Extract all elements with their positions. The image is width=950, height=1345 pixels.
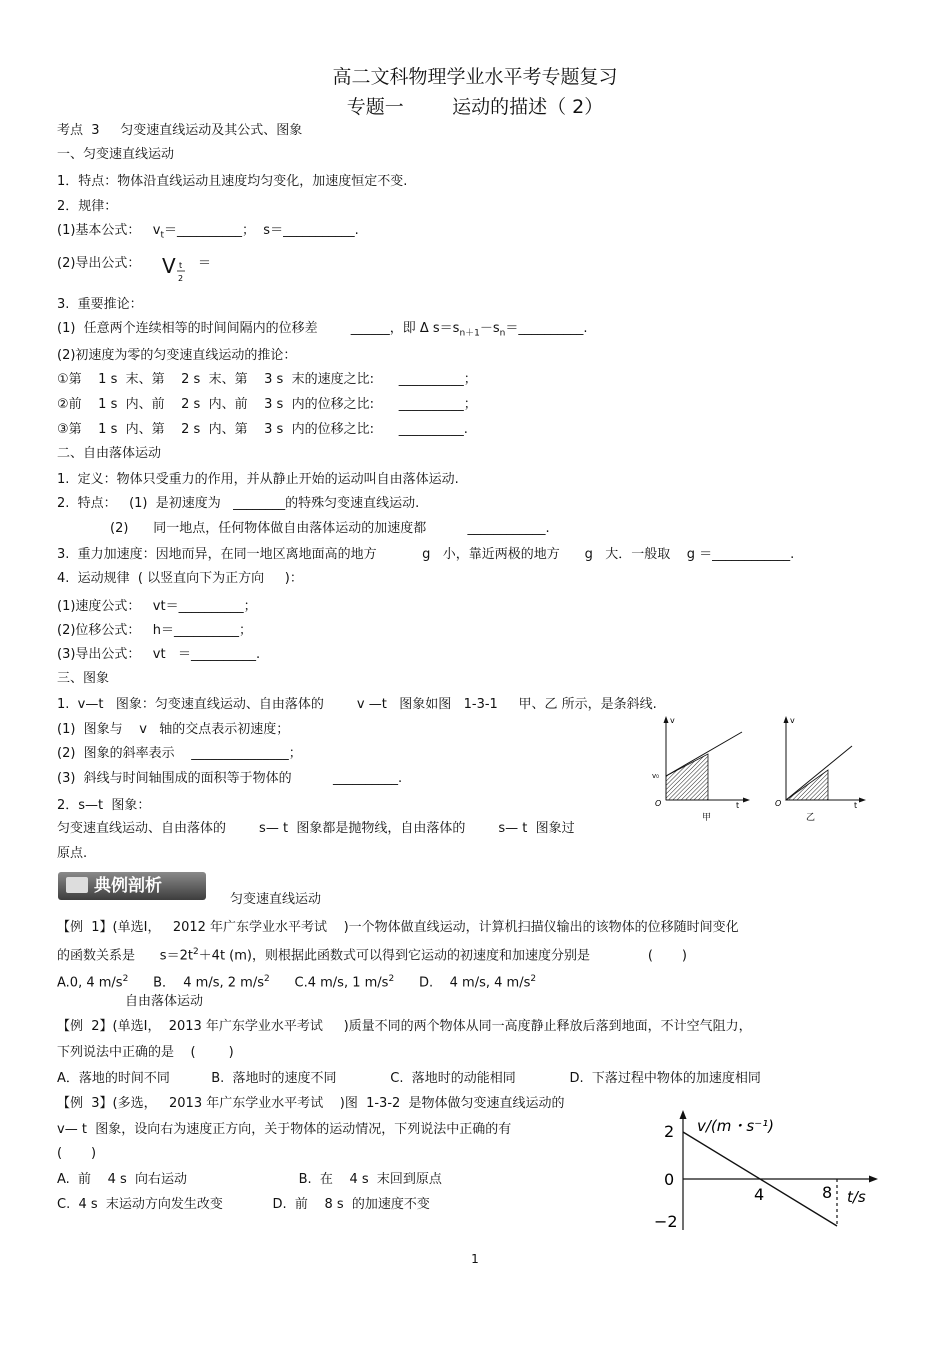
- text-line: 2．规律：: [57, 199, 118, 214]
- text-line: (2) 图象的斜率表示 _______________；: [57, 746, 302, 761]
- text-line: (3)导出公式： vt ＝__________.: [57, 647, 261, 662]
- y-tick-0: 0: [664, 1170, 675, 1189]
- example-1-options: A.0, 4 $m/s^2$ B． 4 m/s, 2 $m/s^2$ C.4 m/s, 1 $m/s^2$ D. 4 m/s, 4 $m/s^2$: [57, 974, 537, 991]
- example-analysis-badge: 典例剖析: [58, 872, 206, 900]
- y-tick-2: 2: [664, 1122, 675, 1141]
- example-3-options-ab: A. 前 4 s 向右运动 B. 在 4 s 末回到原点: [57, 1172, 442, 1187]
- text-line: 4. 运动规律 ( 以竖直向下为正方向 )：: [57, 571, 303, 586]
- section-heading-3: 三、图象: [57, 671, 110, 686]
- text-line: 3. 重要推论：: [57, 297, 143, 312]
- label-v0: v₀: [652, 772, 659, 780]
- x-axis-label: t/s: [847, 1188, 866, 1206]
- page-number: 1: [471, 1252, 479, 1266]
- y-axis-label: v/(m・s⁻¹): [697, 1117, 774, 1135]
- text-line: 下列说法中正确的是 ( ): [57, 1045, 234, 1060]
- section-heading-2: 二、自由落体运动: [57, 446, 162, 461]
- example-2: 【例 2】(单选Ⅰ， 2013 年广东学业水平考试 )质量不同的两个物体从同一高度静止释放后落到地面，不计空气阻力，: [57, 1019, 752, 1034]
- text-line: (2)位移公式： h＝__________；: [57, 623, 253, 638]
- example-3-options-cd: C. 4 s 末运动方向发生改变 D. 前 8 s 的加速度不变: [57, 1197, 430, 1212]
- text-line: 1. 定义：物体只受重力的作用，并从静止开始的运动叫自由落体运动.: [57, 472, 459, 487]
- topic-heading: 考点 3 匀变速直线运动及其公式、图象: [57, 123, 303, 138]
- text-line: ①第 1 s 末、第 2 s 末、第 3 s 末的速度之比: __________；: [57, 372, 477, 387]
- example-3: 【例 3】(多选， 2013 年广东学业水平考试 )图 1-3-2 是物体做匀变速直线运动的: [57, 1096, 565, 1111]
- caption-yi: 乙: [806, 813, 816, 823]
- formula-line-basic: (1)基本公式： $v_t=\_\_\_\_\_\_\_\_\_\_$； s＝___________.: [57, 223, 359, 241]
- caption-jia: 甲: [702, 813, 712, 823]
- text-line: (2)初速度为零的匀变速直线运动的推论：: [57, 348, 297, 363]
- origin-label: O: [655, 799, 662, 808]
- svg-text:t: t: [179, 261, 183, 270]
- inference-line-1: (1) 任意两个连续相等的时间间隔内的位移差 ______，即 Δ $s=s_{n+1}-s_n=\_\_\_\_\_\_\_\_\_\_$.: [57, 321, 588, 339]
- axis-label-v: v: [670, 716, 675, 725]
- subheading-uniform: 匀变速直线运动: [230, 892, 322, 907]
- text-line: 原点.: [57, 846, 88, 861]
- subheading-freefall: 自由落体运动: [125, 994, 204, 1009]
- vt-graph-jia: [650, 712, 750, 822]
- book-icon: [66, 877, 88, 893]
- text-line: 1．特点：物体沿直线运动且速度均匀变化，加速度恒定不变.: [57, 174, 408, 189]
- y-tick-neg2: −2: [654, 1212, 678, 1231]
- example-2-options: A．落地的时间不同 B. 落地时的速度不同 C. 落地时的动能相同 D. 下落过程中物体的加速度相同: [57, 1071, 761, 1086]
- text-line: 2. 特点： (1) 是初速度为 ________的特殊匀变速直线运动.: [57, 496, 420, 511]
- text-line: 2．s—t 图象：: [57, 798, 151, 813]
- svg-text:2: 2: [178, 274, 184, 283]
- text-line: ( ): [57, 1146, 97, 1161]
- origin-label: O: [775, 799, 782, 808]
- text-line: v— t 图象，设向右为速度正方向，关于物体的运动情况，下列说法中正确的有: [57, 1122, 512, 1137]
- text-line: 3. 重力加速度：因地而异，在同一地区离地面高的地方 g 小，靠近两极的地方 g 大．一般取 g ＝____________.: [57, 547, 795, 562]
- x-tick-8: 8: [822, 1183, 833, 1202]
- document-title: 高二文科物理学业水平考专题复习: [332, 66, 618, 88]
- text-line: ③第 1 s 内、第 2 s 内、第 3 s 内的位移之比: __________.: [57, 422, 468, 437]
- text-line: (3) 斜线与时间轴围成的面积等于物体的 __________.: [57, 771, 403, 786]
- formula-v-symbol: V: [162, 254, 176, 278]
- vt-graph-yi: [770, 712, 870, 822]
- section-heading-1: 一、匀变速直线运动: [57, 147, 175, 162]
- formula-line-derived: (2)导出公式：: [57, 256, 141, 271]
- axis-label-t: t: [854, 801, 858, 810]
- axis-label-v: v: [790, 716, 795, 725]
- example-1-line2: 的函数关系是 $s=2t^2+4t$ (m)，则根据此函数式可以得到它运动的初速度和加速度分别是 ( ): [57, 947, 687, 964]
- x-tick-4: 4: [754, 1185, 765, 1204]
- text-line: (1) 图象与 v 轴的交点表示初速度；: [57, 722, 290, 737]
- example-1: 【例 1】(单选Ⅰ， 2012 年广东学业水平考试 )一个物体做直线运动，计算机扫描仪输出的该物体的位移随时间变化: [57, 920, 739, 935]
- text-line: (2) 同一地点，任何物体做自由落体运动的加速度都 ____________.: [110, 521, 550, 536]
- axis-label-t: t: [736, 801, 740, 810]
- text-line: ②前 1 s 内、前 2 s 内、前 3 s 内的位移之比: __________；: [57, 397, 477, 412]
- text-line: 1. v—t 图象：匀变速直线运动、自由落体的 v —t 图象如图 1-3-1 甲、乙 所示，是条斜线.: [57, 697, 657, 712]
- text-line: 匀变速直线运动、自由落体的 s— t 图象都是抛物线，自由落体的 s— t 图象过: [57, 821, 575, 836]
- formula-equals: ＝: [198, 256, 212, 271]
- document-subtitle: 专题一 运动的描述（ 2）: [346, 96, 604, 118]
- vt-graph-example3: [650, 1105, 890, 1235]
- fraction-t-over-2: [175, 258, 189, 288]
- text-line: (1)速度公式： vt＝__________；: [57, 599, 257, 614]
